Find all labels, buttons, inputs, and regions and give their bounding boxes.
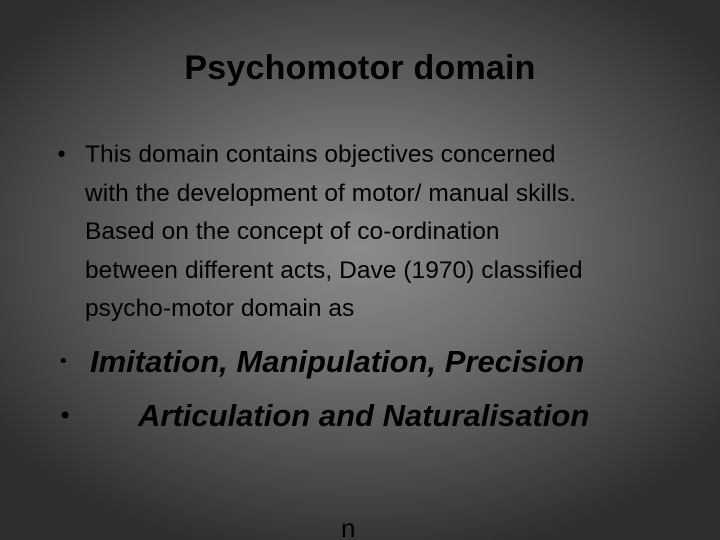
list-item-articulation: Articulation and Naturalisation	[138, 398, 590, 433]
bullet-icon: •	[58, 351, 69, 372]
stray-text: n	[341, 513, 356, 540]
slide-title: Psychomotor domain	[184, 49, 536, 87]
list-item-imitation: Imitation, Manipulation, Precision	[90, 344, 585, 379]
bullet-icon: •	[58, 402, 73, 430]
body-paragraph: This domain contains objectives concerned with the development of motor/ manual skills. Based on the concept of co-ordination between different acts, Dave (1970) classified psycho-motor domain as	[85, 141, 583, 322]
bullet-icon: •	[55, 143, 68, 168]
